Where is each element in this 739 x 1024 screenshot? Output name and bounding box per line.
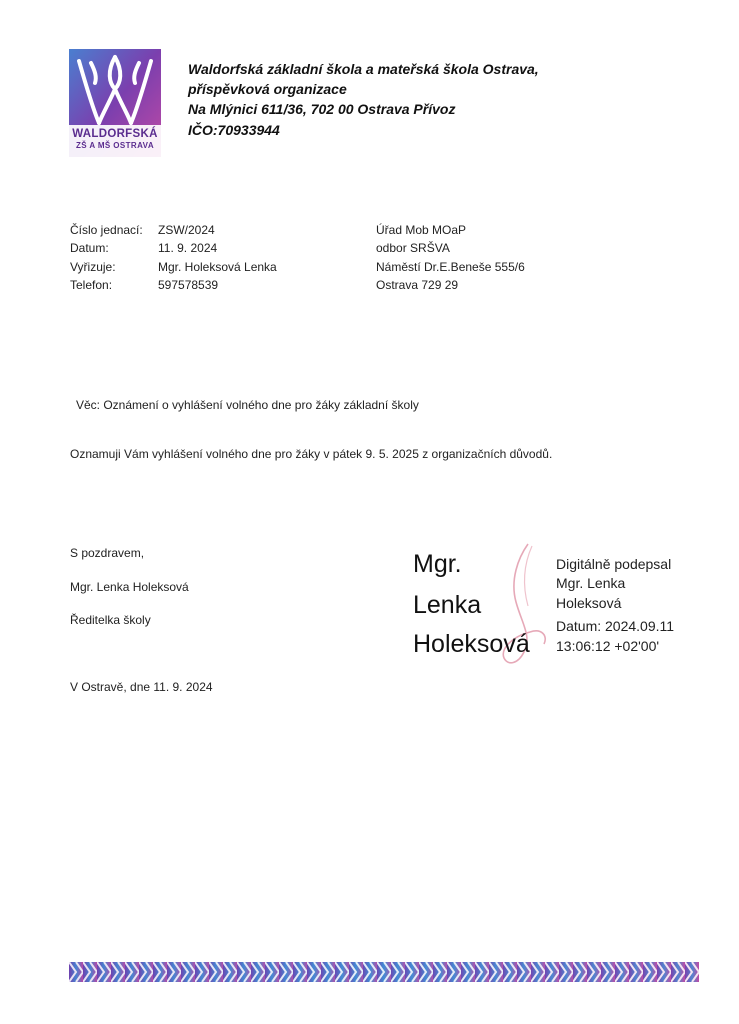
letter-body: Oznamuji Vám vyhlášení volného dne pro žáky v pátek 9. 5. 2025 z organizačních důvodů. (70, 447, 553, 461)
signature-info-line1: Digitálně podepsal (556, 556, 672, 572)
ref-label-number: Číslo jednací: (70, 223, 143, 237)
closing-name: Mgr. Lenka Holeksová (70, 580, 189, 594)
school-logo (69, 49, 161, 157)
school-ico: IČO:70933944 (188, 122, 280, 138)
ref-value-handler: Mgr. Holeksová Lenka (158, 260, 277, 274)
signature-info-line5: 13:06:12 +02'00' (556, 638, 660, 654)
ref-value-phone: 597578539 (158, 278, 219, 292)
school-name-line2: příspěvková organizace (188, 81, 347, 97)
recipient-line-4: Ostrava 729 29 (376, 278, 459, 292)
school-name-line1: Waldorfská základní škola a mateřská škola Ostrava, (188, 61, 539, 77)
ref-value-date: 11. 9. 2024 (158, 241, 218, 255)
footer-pattern (69, 962, 699, 982)
signature-info-line3: Holeksová (556, 595, 622, 611)
logo-text-school: ZŠ A MŠ OSTRAVA (76, 141, 154, 150)
ref-label-phone: Telefon: (70, 278, 113, 292)
recipient-line-3: Náměstí Dr.E.Beneše 555/6 (376, 260, 525, 274)
school-address: Na Mlýnici 611/36, 702 00 Ostrava Přívoz (188, 101, 456, 117)
closing-title: Ředitelka školy (70, 613, 151, 627)
logo-text-waldorfska: WALDORFSKÁ (72, 128, 158, 140)
recipient-line-2: odbor SRŠVA (376, 241, 450, 255)
signature-name-line1: Mgr. (413, 550, 462, 578)
signature-name-line3: Holeksová (413, 630, 530, 658)
recipient-line-1: Úřad Mob MOaP (376, 223, 467, 237)
signature-name-line2: Lenka (413, 591, 482, 619)
place-date: V Ostravě, dne 11. 9. 2024 (70, 680, 213, 694)
signature-info-line2: Mgr. Lenka (556, 575, 626, 591)
ref-label-handler: Vyřizuje: (70, 260, 116, 274)
signature-info-line4: Datum: 2024.09.11 (556, 618, 675, 634)
ref-value-number: ZSW/2024 (158, 223, 215, 237)
letter-subject: Věc: Oznámení o vyhlášení volného dne pro žáky základní školy (76, 398, 419, 412)
closing-greeting: S pozdravem, (70, 546, 145, 560)
ref-label-date: Datum: (70, 241, 109, 255)
